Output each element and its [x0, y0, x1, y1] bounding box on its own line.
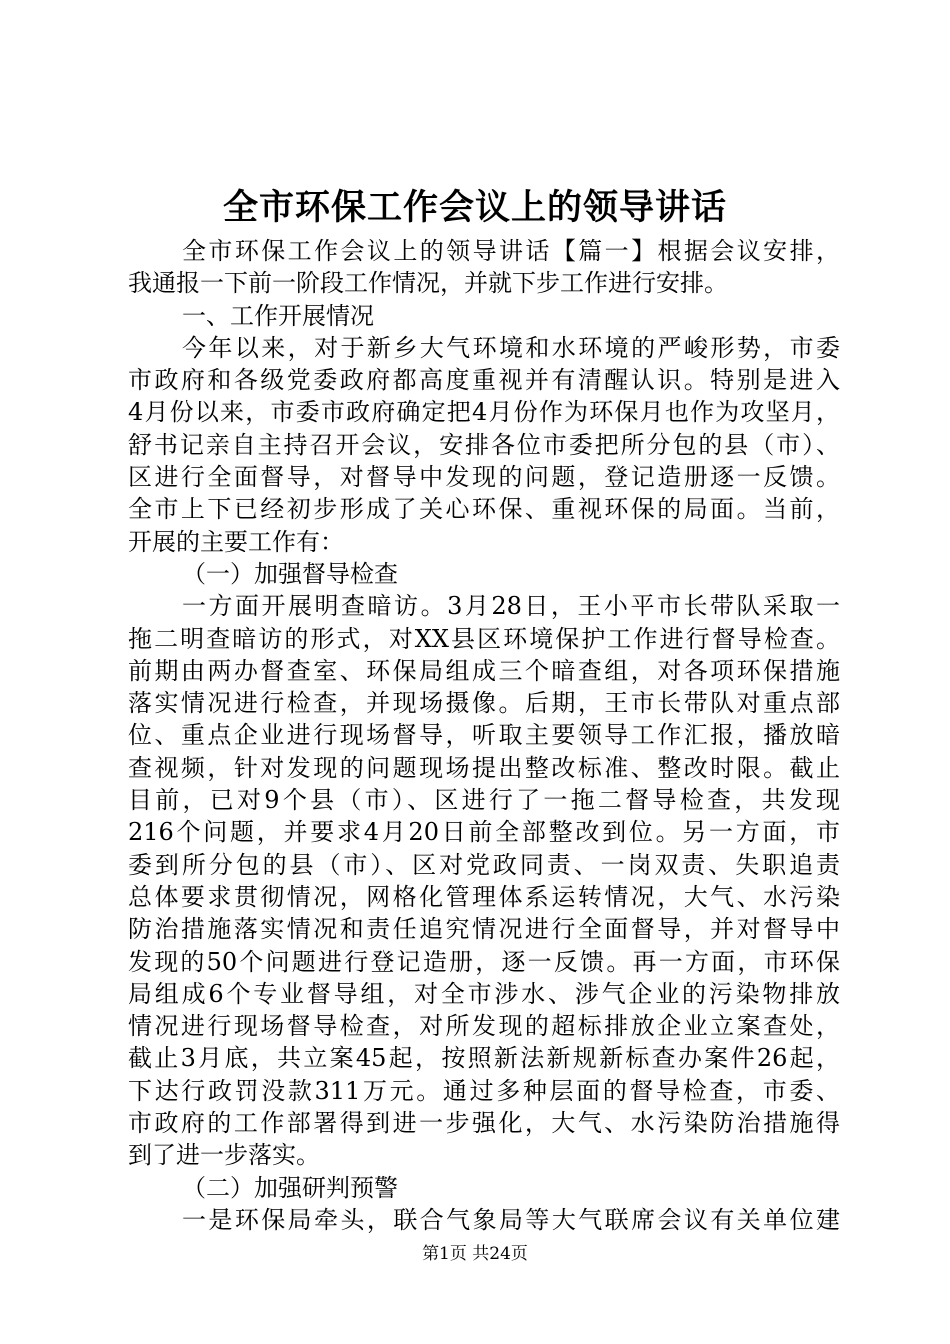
text-line: 市政府和各级党委政府都高度重视并有清醒认识。特别是进入 [128, 366, 840, 395]
text-line: 目前，已对9个县（市）、区进行了一拖二督导检查，共发现 [128, 786, 840, 815]
text-line: 舒书记亲自主持召开会议，安排各位市委把所分包的县（市）、 [128, 430, 840, 459]
document-title: 全市环保工作会议上的领导讲话 [222, 187, 727, 228]
text-line: 市政府的工作部署得到进一步强化，大气、水污染防治措施得 [128, 1109, 840, 1138]
text-line: 查视频，针对发现的问题现场提出整改标准、整改时限。截止 [128, 753, 840, 782]
text-line: 区进行全面督导，对督导中发现的问题，登记造册逐一反馈。 [128, 463, 840, 492]
text-line: 情况进行现场督导检查，对所发现的超标排放企业立案查处， [128, 1012, 840, 1041]
text-line: 截止3月底，共立案45起，按照新法新规新标查办案件26起， [128, 1044, 840, 1073]
text-line: 今年以来，对于新乡大气环境和水环境的严峻形势，市委 [182, 333, 840, 362]
text-line: 下达行政罚没款311万元。通过多种层面的督导检查，市委、 [128, 1076, 840, 1105]
text-line: 发现的50个问题进行登记造册，逐一反馈。再一方面，市环保 [128, 947, 840, 976]
text-line: 4月份以来，市委市政府确定把4月份作为环保月也作为攻坚月， [128, 398, 840, 427]
text-line: 落实情况进行检查，并现场摄像。后期，王市长带队对重点部 [128, 689, 840, 718]
text-line: 到了进一步落实。 [128, 1141, 320, 1170]
text-line: 总体要求贯彻情况，网格化管理体系运转情况，大气、水污染 [128, 882, 840, 911]
text-line: 委到所分包的县（市）、区对党政同责、一岗双责、失职追责 [128, 850, 840, 879]
text-line: 全市上下已经初步形成了关心环保、重视环保的局面。当前， [128, 495, 840, 524]
text-line: 防治措施落实情况和责任追究情况进行全面督导，并对督导中 [128, 915, 840, 944]
text-line: （二）加强研判预警 [182, 1173, 398, 1202]
text-line: 拖二明查暗访的形式，对XX县区环境保护工作进行督导检查。 [128, 624, 840, 653]
page-footer: 第1页 共24页 [422, 1244, 528, 1264]
text-line: 前期由两办督查室、环保局组成三个暗查组，对各项环保措施 [128, 656, 840, 685]
document-body [128, 235, 840, 1236]
text-line: 局组成6个专业督导组，对全市涉水、涉气企业的污染物排放 [128, 979, 840, 1008]
text-line: 216个问题，并要求4月20日前全部整改到位。另一方面，市 [128, 818, 840, 847]
text-line: 全市环保工作会议上的领导讲话【篇一】根据会议安排， [182, 237, 840, 265]
text-line: 一方面开展明查暗访。3月28日，王小平市长带队采取一 [182, 592, 840, 621]
text-line: 我通报一下前一阶段工作情况，并就下步工作进行安排。 [128, 269, 728, 298]
text-line: （一）加强督导检查 [182, 559, 398, 588]
text-line: 一、工作开展情况 [182, 301, 374, 330]
text-line: 一是环保局牵头，联合气象局等大气联席会议有关单位建 [182, 1205, 840, 1234]
text-line: 位、重点企业进行现场督导，听取主要领导工作汇报，播放暗 [128, 721, 840, 750]
text-line: 开展的主要工作有： [128, 527, 344, 556]
